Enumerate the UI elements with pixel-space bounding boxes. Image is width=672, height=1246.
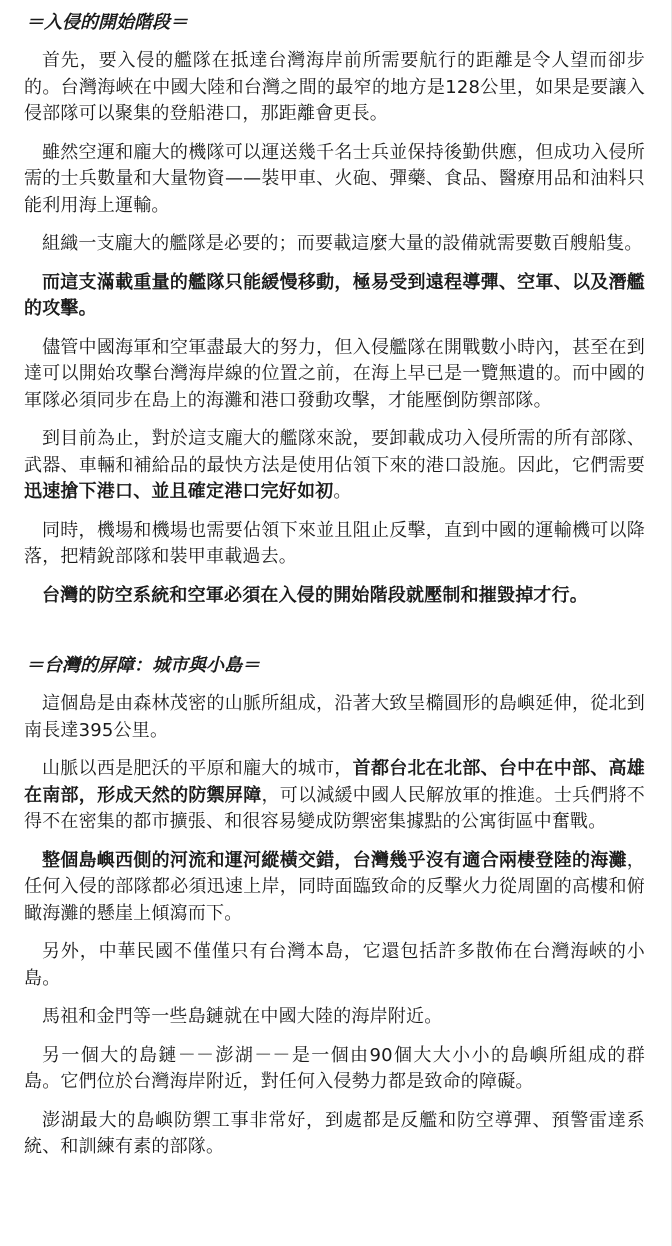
paragraph xyxy=(24,426,645,506)
paragraph: 雖然空運和龐大的機隊可以運送幾千名士兵並保持後勤供應，但成功入侵所需的士兵數量和大量物資——裝甲車、火砲、彈藥、食品、醫療用品和油料只能利用海上運輸。 xyxy=(24,141,645,216)
paragraph: 儘管中國海軍和空軍盡最大的努力，但入侵艦隊在開戰數小時內，甚至在到達可以開始攻擊台灣海岸線的位置之前，在海上早已是一覽無遺的。而中國的軍隊必須同步在島上的海灘和港口發動攻擊，才能壓倒防禦部隊。 xyxy=(24,336,645,411)
section-heading-barriers: ＝台灣的屏障：城市與小島＝ xyxy=(26,655,260,676)
paragraph-emphasis: 而這支滿載重量的艦隊只能緩慢移動，極易受到遠程導彈、空軍、以及潛艦的攻擊。 xyxy=(24,271,645,319)
paragraph: 澎湖最大的島嶼防禦工事非常好，到處都是反艦和防空導彈、預警雷達系統、和訓練有素的部隊。 xyxy=(24,1109,645,1157)
paragraph-bold-text: 迅速搶下港口、並且確定港口完好如初 xyxy=(24,481,334,502)
paragraph-bold-text: 整個島嶼西側的河流和運河縱橫交錯，台灣幾乎沒有適合兩棲登陸的海灘 xyxy=(42,849,627,871)
paragraph: 首先，要入侵的艦隊在抵達台灣海岸前所需要航行的距離是令人望而卻步的。台灣海峽在中國大陸和台灣之間的最窄的地方是128公里，如果是要讓入侵部隊可以聚集的登船港口，那距離會更長。 xyxy=(24,50,645,124)
paragraph: 另外，中華民國不僅僅只有台灣本島，它還包括許多散佈在台灣海峽的小島。 xyxy=(24,941,645,989)
paragraph: 這個島是由森林茂密的山脈所組成，沿著大致呈橢圓形的島嶼延伸，從北到南長達395公里。 xyxy=(24,693,645,741)
paragraph-text: 。 xyxy=(333,481,352,502)
paragraph xyxy=(24,848,645,928)
paragraph-bold-text: 首都台北在北部、台中在中部、高雄在南部，形成天然的防禦屏障 xyxy=(24,758,645,806)
section-heading-invasion-start: ＝入侵的開始階段＝ xyxy=(26,12,188,33)
paragraph: 另一個大的島鏈－－澎湖－－是一個由90個大大小小的島嶼所組成的群島。它們位於台灣海岸附近，對任何入侵勢力都是致命的障礙。 xyxy=(24,1044,645,1092)
paragraph-text: 山脈以西是肥沃的平原和龐大的城市， xyxy=(42,758,353,779)
paragraph-text: 到目前為止，對於這支龐大的艦隊來說，要卸載成功入侵所需的所有部隊、武器、車輛和補給品的最快方法是使用佔領下來的港口設施。因此，它們需要 xyxy=(24,428,645,476)
paragraph xyxy=(24,756,645,836)
paragraph: 同時，機場和機場也需要佔領下來並且阻止反擊，直到中國的運輸機可以降落，把精銳部隊和裝甲車載過去。 xyxy=(24,519,645,567)
paragraph: 馬祖和金門等一些島鏈就在中國大陸的海岸附近。 xyxy=(42,1006,443,1027)
paragraph-text: ，任何入侵的部隊都必須迅速上岸，同時面臨致命的反擊火力從周圍的高樓和俯瞰海灘的懸崖上傾瀉而下。 xyxy=(24,849,645,924)
paragraph-text: ，可以減緩中國人民解放軍的推進。士兵們將不得不在密集的都市擴張、和很容易變成防禦密集據點的公寓街區中奮戰。 xyxy=(24,784,645,832)
paragraph-emphasis: 台灣的防空系統和空軍必須在入侵的開始階段就壓制和摧毀掉才行。 xyxy=(42,584,588,606)
paragraph: 組織一支龐大的艦隊是必要的；而要載這麼大量的設備就需要數百艘船隻。 xyxy=(42,233,643,254)
